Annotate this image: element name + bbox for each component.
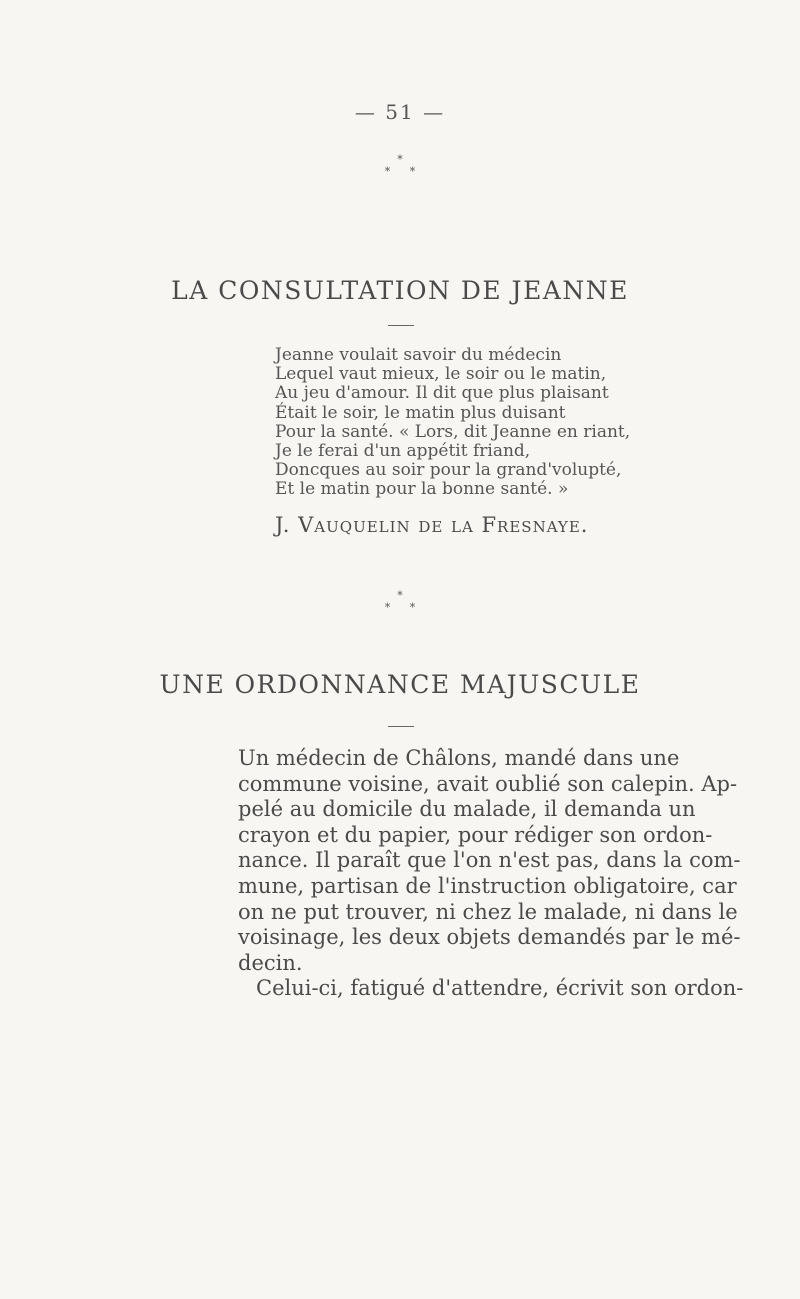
prose-line: decin. [238,950,303,975]
poem [275,346,635,500]
asterism-bottom: * * [384,165,424,178]
poem-line: Jeanne voulait savoir du médecin [275,345,562,365]
prose-line: mune, partisan de l'instruction obligatoire, car [238,873,737,898]
prose-line: crayon et du papier, pour rédiger son ordon- [238,822,713,847]
poem-line: Pour la santé. « Lors, dit Jeanne en riant, [275,421,631,442]
signature-initial: J. [275,513,299,537]
poem-line: Et le matin pour la bonne santé. » [275,479,569,500]
prose-line: Celui-ci, fatigué d'attendre, écrivit son ordon- [256,976,744,1001]
prose-line: commune voisine, avait oublié son calepin. Ap- [238,771,738,796]
asterism-ornament [0,154,800,178]
asterism-top: * [397,153,403,166]
poem-signature [275,513,588,537]
prose-line: voisinage, les deux objets demandés par le mé- [238,925,741,950]
page-number: — 51 — [354,100,446,124]
poem-line: Doncques au soir pour la grand'volupté, [275,460,622,481]
poem-line: Était le soir, le matin plus duisant [275,402,566,423]
poem-line: Au jeu d'amour. Il dit que plus plaisant [275,383,609,404]
asterism-ornament [0,590,800,614]
poem-line: Je le ferai d'un appétit friand, [275,441,531,462]
prose-line: pelé au domicile du malade, il demanda un [238,797,696,822]
signature-name: Vauquelin de la Fresnaye. [298,513,589,537]
prose-line: nance. Il paraît que l'on n'est pas, dans la com- [238,848,741,873]
prose-line: Un médecin de Châlons, mandé dans une [238,746,680,770]
prose-body [238,746,744,1002]
title-rule [388,325,414,326]
title-rule [388,726,414,727]
asterism-top: * [397,589,403,602]
asterism-bottom: * * [384,601,424,614]
section-title: LA CONSULTATION DE JEANNE [171,276,629,305]
section-title: UNE ORDONNANCE MAJUSCULE [159,670,641,699]
prose-line: on ne put trouver, ni chez le malade, ni dans le [238,899,738,924]
poem-line: Lequel vaut mieux, le soir ou le matin, [275,364,607,385]
